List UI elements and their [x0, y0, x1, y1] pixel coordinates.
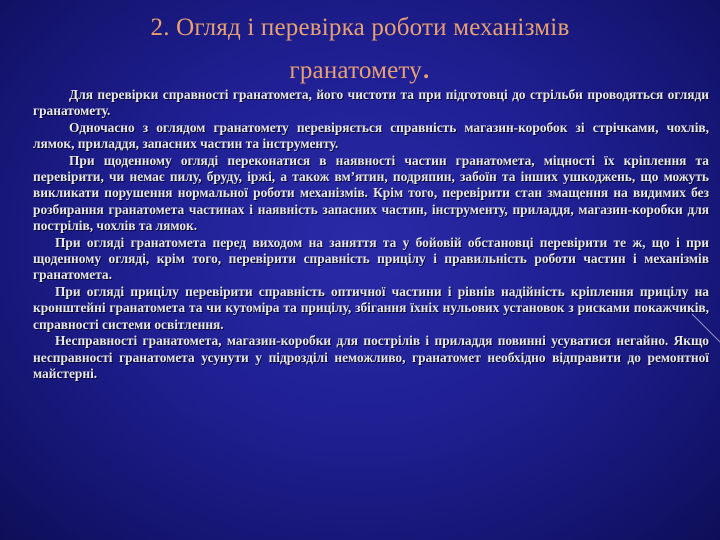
- paragraph-2: Одночасно з оглядом гранатомету перевіряється справність магазин-коробок зі стрічками, чохлів, лямок, приладдя, запасних частин та інструменту.: [33, 119, 709, 152]
- title-dot: .: [421, 49, 431, 86]
- paragraph-1: Для перевірки справності гранатомета, його чистоти та при підготовці до стрільби проводяться огляди гранатомету.: [33, 87, 709, 119]
- slide-body: [33, 87, 709, 382]
- paragraph-6: Несправності гранатомета, магазин-коробки для пострілів і приладдя повинні усуватися негайно. Якщо несправності гранатомета усунути у підрозділі неможливо, гранатомет необхідно відправити до ремонтної майстерні.: [33, 333, 709, 381]
- title-line-2: гранатомету: [289, 57, 422, 84]
- paragraph-5: При огляді прицілу перевірити справність оптичної частини і рівнів надійність кріплення прицілу на кронштейні гранатомета та чи кутоміра та прицілу, збігання їхніх нульових установок з рисками покажчиків, справності системи освітлення.: [33, 283, 709, 332]
- paragraph-4: При огляді гранатомета перед виходом на заняття та у бойовій обстановці перевірити те ж, що і при щоденному огляді, крім того, перевірити справність прицілу і правильність роботи частин і механізмів гранатомета.: [33, 234, 709, 283]
- paragraph-3: При щоденному огляді переконатися в наявності частин гранатомета, міцності їх кріплення та перевірити, чи немає пилу, бруду, іржі, а також вм’ятин, подряпин, забоїн та інших ушкоджень, що можуть викликати порушення нормальної роботи механізмів. Крім того, перевірити стан змащення на видимих без розбирання гранатомета частинах і наявність запасних частин, інструменту, приладдя, магазин-коробки для пострілів, чохлів та лямок.: [33, 152, 709, 234]
- slide-title: [20, 8, 700, 91]
- title-line-1: 2. Огляд і перевірка роботи механізмів: [150, 14, 570, 41]
- decorative-line: [688, 300, 720, 360]
